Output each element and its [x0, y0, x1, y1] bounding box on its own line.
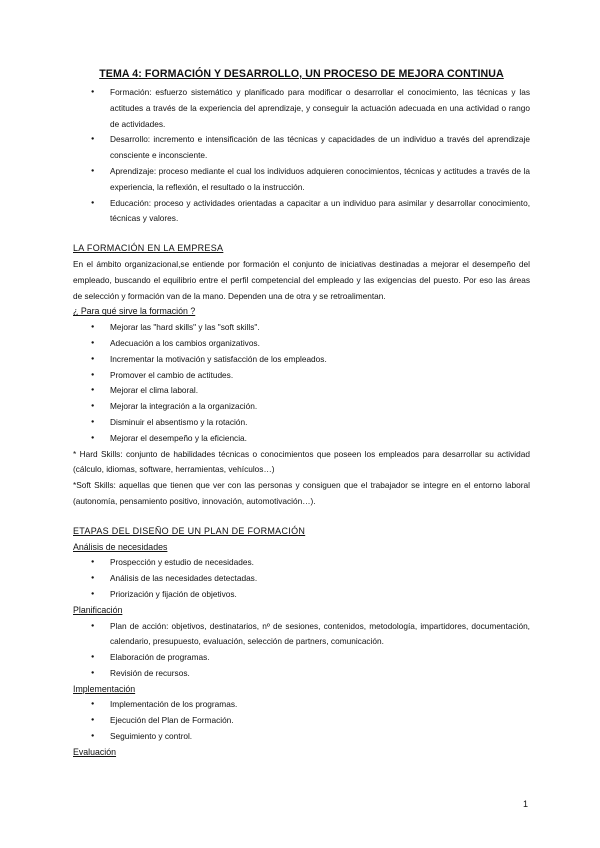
list-item: ● Priorización y fijación de objetivos. — [73, 587, 530, 603]
list-item: ● Seguimiento y control. — [73, 729, 530, 745]
empresa-paragraph: En el ámbito organizacional,se entiende por formación el conjunto de iniciativas destinadas a mejorar el desempeño del empleado, buscando el equilibrio entre el perfil competencial del empleado y las exigencias del puesto. Por eso las áreas de selección y formación van de la mano. Dependen una de otra y se retroalimentan. — [73, 258, 530, 301]
list-item: ● Mejorar las "hard skills" y las "soft skills". — [73, 320, 530, 336]
soft-skills-note: *Soft Skills: aquellas que tienen que ver con las personas y consiguen que el trabajador se integre en el entorno laboral (autonomía, pensamiento positivo, innovación, automotivación…). — [73, 480, 530, 506]
list-item: ● Prospección y estudio de necesidades. — [73, 555, 530, 571]
analisis-list — [73, 555, 530, 602]
list-item: ● Implementación de los programas. — [73, 697, 530, 713]
section-heading-empresa: LA FORMACIÓN EN LA EMPRESA — [73, 243, 224, 254]
list-item: ● Promover el cambio de actitudes. — [73, 368, 530, 384]
list-item: ● Mejorar la integración a la organización. — [73, 399, 530, 415]
list-item: ● Mejorar el clima laboral. — [73, 383, 530, 399]
list-item: ● Disminuir el absentismo y la rotación. — [73, 415, 530, 431]
implementacion-list — [73, 697, 530, 744]
hard-skills-note: * Hard Skills: conjunto de habilidades técnicas o conocimientos que poseen los empleados para desarrollar su actividad (cálculo, idiomas, software, herramientas, vehículos…) — [73, 448, 530, 475]
page-number: 1 — [522, 799, 528, 809]
definition-desarrollo: ● Desarrollo: incremento e intensificación de las técnicas y capacidades de un individuo a través del aprendizaje consciente e inconsciente. — [73, 132, 530, 164]
planificacion-list — [73, 619, 530, 682]
section-heading-etapas: ETAPAS DEL DISEÑO DE UN PLAN DE FORMACIÓN — [73, 525, 306, 536]
purposes-list — [73, 320, 530, 446]
subheading-planificacion: Planificación — [73, 604, 123, 615]
list-item: ● Ejecución del Plan de Formación. — [73, 713, 530, 729]
list-item: ● Plan de acción: objetivos, destinatarios, nº de sesiones, contenidos, metodología, impartidores, documentación, calendario, presupuesto, evaluación, selección de partners, comunicación. — [73, 619, 530, 651]
list-item: ● Revisión de recursos. — [73, 666, 530, 682]
purpose-question: ¿ Para qué sirve la formación ? — [73, 306, 196, 317]
list-item: ● Análisis de las necesidades detectadas. — [73, 571, 530, 587]
subheading-evaluacion: Evaluación — [73, 746, 117, 757]
list-item: ● Elaboración de programas. — [73, 650, 530, 666]
definition-aprendizaje: ● Aprendizaje: proceso mediante el cual los individuos adquieren conocimientos, técnicas y actitudes a través de la experiencia, la reflexión, el resultado o la instrucción. — [73, 164, 530, 196]
definition-educacion: ● Educación: proceso y actividades orientadas a capacitar a un individuo para asimilar y desarrollar conocimiento, técnicas y valores. — [73, 196, 530, 228]
list-item: ● Incrementar la motivación y satisfacción de los empleados. — [73, 352, 530, 368]
page-title: TEMA 4: FORMACIÓN Y DESARROLLO, UN PROCESO DE MEJORA CONTINUA — [99, 68, 504, 80]
definitions-list — [73, 85, 530, 227]
list-item: ● Mejorar el desempeño y la eficiencia. — [73, 431, 530, 447]
subheading-implementacion: Implementación — [73, 683, 136, 694]
subheading-analisis: Análisis de necesidades — [73, 541, 168, 552]
list-item: ● Adecuación a los cambios organizativos. — [73, 336, 530, 352]
definition-formacion: ● Formación: esfuerzo sistemático y planificado para modificar o desarrollar el conocimiento, las técnicas y las actitudes a través de la experiencia del aprendizaje, y conseguir la actuación adecuada en una actividad o rango de actividades. — [73, 85, 530, 132]
